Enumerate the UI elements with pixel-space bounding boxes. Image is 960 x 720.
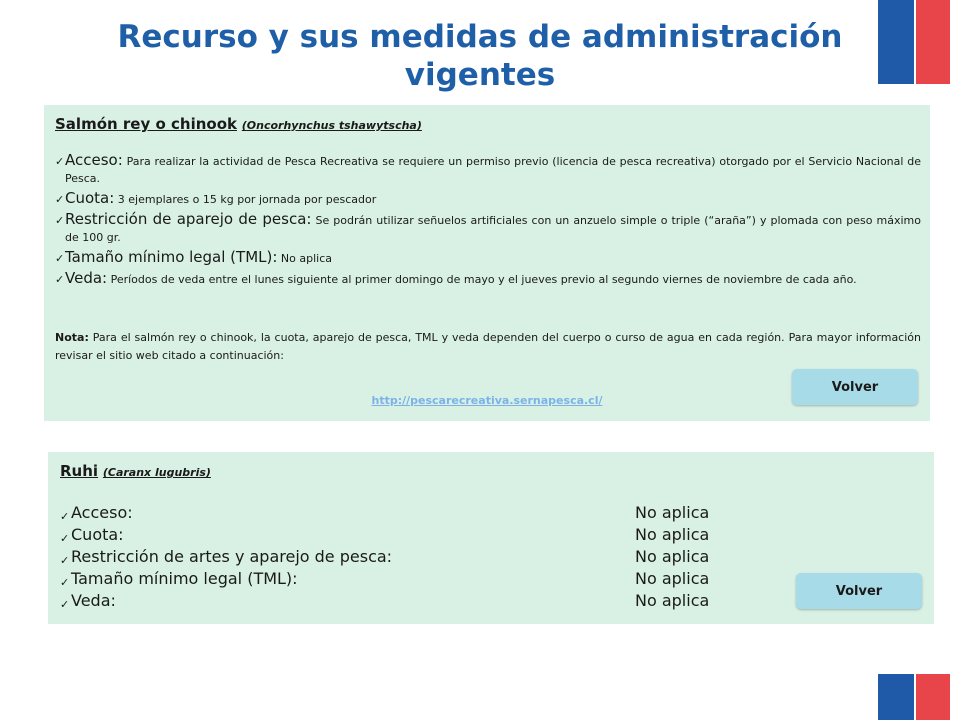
item-value: No aplica (635, 503, 710, 522)
check-icon: ✓ (60, 510, 70, 523)
item-text: Se podrán utilizar señuelos artificiales con un anzuelo simple o triple (“araña”) y plomada con peso máximo de 100 gr. (65, 214, 921, 244)
check-icon: ✓ (55, 252, 65, 265)
item-text: Para realizar la actividad de Pesca Recreativa se requiere un permiso previo (licencia de pesca recreativa) otorgado por el Servicio Nacional de Pesca. (65, 155, 921, 185)
species-panel-ruhi (48, 452, 934, 624)
list-item (60, 502, 760, 524)
list-item (60, 568, 760, 590)
note-text: Para el salmón rey o chinook, la cuota, aparejo de pesca, TML y veda dependen del cuerpo o curso de agua en cada región. Para mayor información revisar el sitio web citado a continuación: (55, 331, 921, 362)
item-label: Restricción de aparejo de pesca: (65, 210, 312, 228)
item-label: Tamaño mínimo legal (TML): (71, 569, 298, 588)
item-text: Períodos de veda entre el lunes siguiente al primer domingo de mayo y el jueves previo al segundo viernes de noviembre de cada año. (107, 273, 857, 286)
note-paragraph (55, 329, 921, 365)
check-icon: ✓ (60, 576, 70, 589)
item-label: Tamaño mínimo legal (TML): (65, 248, 278, 266)
species-header (55, 115, 422, 133)
item-value: No aplica (635, 569, 710, 588)
check-icon: ✓ (55, 214, 65, 227)
item-value: No aplica (635, 591, 710, 610)
check-icon: ✓ (60, 554, 70, 567)
item-label: Acceso: (65, 151, 123, 169)
check-icon: ✓ (55, 155, 65, 168)
measures-list (55, 152, 921, 291)
list-item (60, 546, 760, 568)
item-value: No aplica (635, 547, 710, 566)
item-label: Veda: (65, 269, 108, 287)
check-icon: ✓ (60, 598, 70, 611)
flag-red-stripe (916, 0, 950, 84)
item-text: 3 ejemplares o 15 kg por jornada por pescador (114, 193, 377, 206)
check-icon: ✓ (55, 193, 65, 206)
list-item (55, 211, 921, 246)
flag-blue-stripe (878, 674, 914, 720)
item-label: Acceso: (71, 503, 133, 522)
measures-list (60, 502, 760, 612)
page-title: Recurso y sus medidas de administración vigentes (117, 19, 843, 93)
back-button[interactable]: Volver (792, 369, 918, 405)
item-label: Veda: (71, 591, 116, 610)
item-label: Cuota: (71, 525, 124, 544)
species-name: Salmón rey o chinook (55, 115, 237, 133)
list-item (55, 152, 921, 187)
list-item (55, 190, 921, 208)
flag-blue-stripe (878, 0, 914, 84)
item-value: No aplica (635, 525, 710, 544)
chile-flag-logo-top (878, 0, 950, 84)
item-text: No aplica (277, 252, 332, 265)
list-item (55, 249, 921, 267)
item-label: Restricción de artes y aparejo de pesca: (71, 547, 393, 566)
check-icon: ✓ (55, 273, 65, 286)
scientific-name: (Caranx lugubris) (102, 466, 211, 479)
species-name: Ruhi (60, 462, 99, 480)
scientific-name: (Oncorhynchus tshawytscha) (241, 119, 422, 132)
check-icon: ✓ (60, 532, 70, 545)
back-button[interactable]: Volver (796, 573, 922, 609)
sernapesca-link[interactable]: http://pescarecreativa.sernapesca.cl/ (371, 394, 603, 407)
item-label: Cuota: (65, 189, 115, 207)
list-item (60, 524, 760, 546)
flag-red-stripe (916, 674, 950, 720)
note-label: Nota: (55, 331, 89, 344)
list-item (55, 270, 921, 288)
species-header (60, 462, 211, 480)
list-item (60, 590, 760, 612)
chile-flag-logo-bottom (878, 674, 950, 720)
species-panel-salmon (44, 105, 930, 421)
